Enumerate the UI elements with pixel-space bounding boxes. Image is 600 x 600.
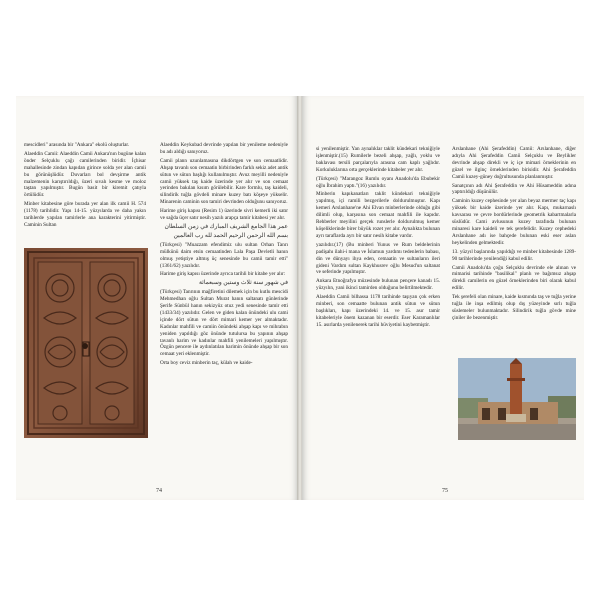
paragraph: Harime giriş kapısı (Resim 1) üzerinde sivri kemerli iki satır ve sağda üçer satır nesih yazılı arapça tamir kitabesi yer alır. <box>160 208 288 222</box>
page-number: 74 <box>156 488 162 494</box>
carved-door-image <box>24 248 148 438</box>
paragraph: Alaeddin Keykubad devrinde yapılan bir yenileme nedeniyle bu adı aldığı sanıyoruz. <box>160 142 288 155</box>
paragraph: Tek şerefeli olan minare, kaide kısmında taş ve tuğla yerine tuğla ile inşa edilmiş olup dış yüzeyinde sırlı tuğla süslemeler bulunmaktadır. Silindirik tuğla gövde mine çiniler ile bezenmiştir. <box>452 294 576 321</box>
paragraph: Alaeddin Camii: Alaeddin Camii Ankara'nın bugüne kalan önder Selçuklu çağı camilerinden biridir. İçhisar mahallesinde zindan kapıdan girince solda yer alan camii bu görünüşlüdür. Duvarları bol devşirme antik malzemenin karıştırıldığı, üzeri sıvalı kesme ve moloz taştan yapılmıştır. Bugün basit bir kiremit çatıyla örtülüdür. <box>24 150 146 199</box>
paragraph: 13. yüzyıl başlarında yapıldığı ve minber kitabesinde 1289-90 tarihlerinde yenilendiği kabul edilir. <box>452 248 576 262</box>
paragraph: Harime giriş kapısı üzerinde ayrıca tarihli bir kitabe yer alır: <box>160 271 286 278</box>
paragraph: Minber kitabesine göre burada yer alan ilk camii H. 574 (1178) tarihlidir. Yapı 14-15. yüzyılarda ve daha yakın tarihlerde yapılan tamirlerle ana karakterini yitirmiştir. Caminin Sultan <box>24 201 146 228</box>
paragraph: Camii plann uzunlamasına dikdörtgen ve son cemaatlidir. Ahşap tavanlı son cemaatin birbirinden farklı sekiz adet antik sütun ve sütun başlığı kullanılmıştır. Avuz meyilli nedeniyle camii yüksek taş kaide üzerinde yer alır ve son cemaat yerinden bakılan kısım görülebilir. Kare formlu, taş kaideli, silindirik tuğla gövdeli minare kuzey batı köşeye yükselir. Minarenin caminin son tamiri devrinden olduğunu sanıyoruz. <box>160 157 288 206</box>
wooden-door-photo <box>24 248 148 438</box>
paragraph: Camii Anadolu'da çoğu Selçuklu devrinde ele alınan ve mimarisi tarihinde "basilikal" planlı ve bağımsız ahşap direkli camilerin en güzel örneklerinden biri olarak kabul edilir. <box>452 264 576 292</box>
paragraph: (Türkçesi) Tanrının mağfiretini dilemek için bu kutlu mescidi Mehmedhan oğlu Sultan Murat hanın saltanatı günlerinde Şerife Sünbül hanın sekizyüz otuz yedi senesinde tamir etti (1433/34) yazılıdır. Gelen ve giden kalan önündeki ulu cami içinde dört sütun ve dört mimari kemer yer almaktadır. Kadınlar mahfili ve camiin önündeki ahşap kapı ve mihrabın yeniden yapıldığı göz önünde tutulursa bu yapının ahşap tavanlı harim ve kadınlar mahfili yenilemeleri yapılmıştır. Özgün pencere ile aydınlatılan harimin önünde ahşap bir son cemaat yeri eklenmiştir. <box>160 289 288 358</box>
paragraph: Sanatçının adı Ahi Şerafeddin ve Ahi Hüsameddin adına yaptırıldığı düşünülür. <box>452 182 576 196</box>
paragraph: yazılıdır.(17) (Bu minberi Yunus ve Rum beldelerinin padişahı ilahi-i mana ve İslamun yardımı tedenlerin babası, din ve dünyayı ihya eden, cemaatin ve sultanların ileri gideni Vardım sultan Kaykhusrev oğlu Mesud'un saltanat ve seferinde yapılmıştır. <box>316 241 440 276</box>
minaret-image <box>458 358 576 440</box>
arabic-inscription-line: عمر هذا الجامع الشريف المبارك في زمن السلطان <box>164 223 288 230</box>
left-page <box>16 96 298 500</box>
page-number: 75 <box>442 488 448 494</box>
arabic-inscription-line: بسم الله الرحمن الرحيم الحمد لله رب العالمين <box>173 232 288 239</box>
left-col2 <box>160 142 288 486</box>
mosque-minaret-photo <box>458 358 576 440</box>
paragraph: (Türkçesi) "Muazzam efendimiz ulu sultan Orhan Tanrı mülkünü daim etsin cemaatinden Lala Paşa Devletli hanın olmuş yetiştiye altmış üç senesinde bu camii tamir etti" (1361/62) yazılıdır. <box>160 241 288 269</box>
paragraph: Ankara Etnoğrafya müzesinde bulunan pençere kanadı 15. yüzyılın, yani ikinci tamirden olduğunu belirtilmektedir. <box>316 278 440 292</box>
paragraph: Arslanhane (Ahi Şerafeddin) Camii: Arslanhane, diğer adıyla Ahi Şerafeddin Camii Selçuklu ve Beylikler devrinde ahşap direkli ve iç içe mimari örneklerinin en güzel ve ilginç örneklerinden birisidir. Ahi Şerafeddin Camii kuzey-güney doğrultusunda planlanmıştır. <box>452 146 576 180</box>
paragraph: Caminin kuzey cephesinde yer alan beyaz mermer taç kapı yüksek bir kaide üzerinde yer alır. Kapı, mukarnaslı kavsarası ve çevre bordürlerinde geometrik kabartmalarla süslüdür. Cami avlusunun kuzey tarafında bulunan minaresi kare kaideli ve tek şerefelidir. Kuzey cephedeki Arslanhane adı ise bahçede bulunan eski eser aslan heykelinden gelmektedir. <box>452 198 576 246</box>
arabic-inscription-line: في شهور سنة ثلاث وستين وسبعمائة <box>198 280 288 287</box>
paragraph: mescidleri" arasında bir "Ankara" ekolü oluşturlar. <box>24 142 130 148</box>
paragraph: Minberin kapıkanatları taklit kündekari tekniğiyle yapılmış, içi ramili bezgerilerle doldurulmuştur. Kapı kemeri Arslanhane'ne Ahi Elvan minberlerinde olduğu gibi dilimli olup, karşısına son cemaat mahfili ile kapıdır. Rehberler meyilini gerçek runslerle doldurulmuş kemer köşeliklerinde birer büyük rozet yer alır. Aynalıkta bulunan ayrı taraflarda ayrı bir satır nesih kitabe vardır. <box>316 191 440 239</box>
right-page <box>302 96 584 500</box>
paragraph: (Türkçesi) "Marangoz Rumlu oyanı Anadolu'da Ebubekir oğlu İbrahim yaptı."(16) yazılıdır. <box>316 175 440 189</box>
paragraph: Alaeddin Camii bilhassa 1178 tarihinde taşıyan çok erken minberi, son cemaatte bulunan antik sütun ve sütun başlıkları, kapı üzerindeki 14. ve 15. asır tamir kitabeleriyle önem kazanan bir eserdir. Eser Karamanlılar 15. asırlarda yenilenerek tarihi hüviyetini kaybetmiştir. <box>316 294 440 328</box>
right-col1 <box>316 146 440 488</box>
paragraph: Orta boy ceviz minberin taç, külah ve kaide- <box>160 360 253 367</box>
paragraph: si yenilenmiştir. Yan aynalıklar taklit kündekari tekniğiyle işlenmiştir.(15) Rumilerle bezeli ahşap, yağlı, yoklu ve baklavası tersili parçalarıyla arasına cam kaplı yağlıdır. Korkuluklarına orta gerçeklerinde kitabeler yer alır. <box>316 146 440 173</box>
